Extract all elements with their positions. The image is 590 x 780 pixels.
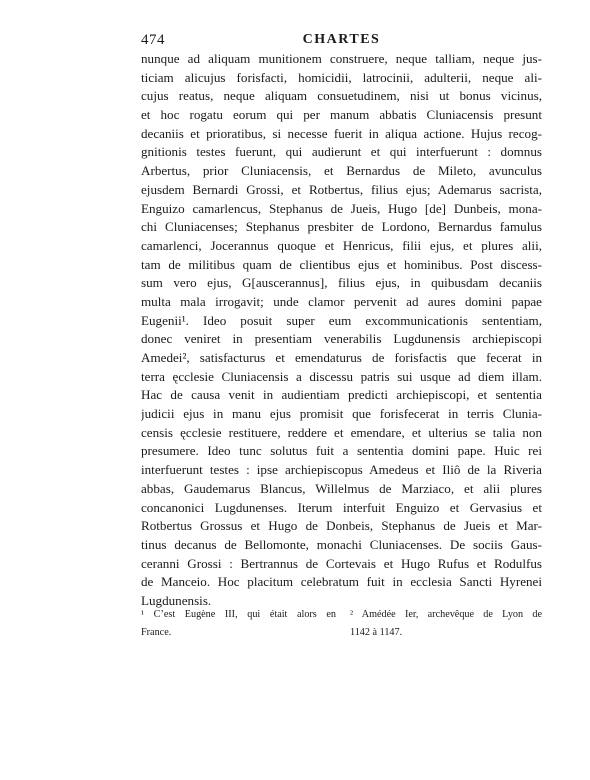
text-line: camarlenci, Jocerannus quoque et Henricus, filii ejus, et plures alii,: [141, 237, 542, 253]
text-line: Amedei², satisfacturus et emendaturus de forisfactis que fecerat in: [141, 350, 542, 365]
text-line: ejusdem Bernardi Grossi, et Rotbertus, filius ejus; Ademarus sacrista,: [141, 181, 542, 197]
text-line: donec veniret in presentiam venerabilis Lugdunensis archiepiscopi: [141, 331, 542, 347]
text-line: presumere. Ideo tunc solutus fuit a sententia domini pape. Huic rei: [141, 443, 542, 459]
text-line: chi Cluniacenses; Stephanus presbiter de Lordono, Bernardus famulus: [141, 219, 542, 235]
charter-text: [141, 50, 542, 611]
text-line: Lugdunensis.: [141, 592, 212, 608]
text-line: Eugenii¹. Ideo posuit super eum excommunicationis sententiam,: [141, 312, 542, 328]
text-line: Enguizo camarlencus, Stephanus de Jueis, Hugo [de] Dunbeis, mona-: [141, 200, 542, 216]
text-line: terra ęcclesie Cluniacensis a discessu patris sui usque ad diem illam.: [141, 368, 542, 384]
text-line: judicii ejus in manu ejus promisit que forisfecerat in terris Clunia-: [141, 406, 542, 422]
text-line: decaniis et prioratibus, si necesse fuerit in aliqua actione. Hujus recog-: [141, 125, 542, 141]
page-number: 474: [141, 32, 165, 48]
text-line: tinus decanus de Bellomonte, monachi Cluniacenses. De sociis Gaus-: [141, 536, 542, 552]
text-line: Rotbertus Grossus et Hugo de Donbeis, Stephanus de Jueis et Mar-: [141, 518, 542, 534]
text-line: sum vero ejus, G[auscerannus], filius ejus, in quibusdam decaniis: [141, 275, 542, 291]
running-head: CHARTES: [302, 32, 381, 47]
text-line: censis ęcclesie restituere, reddere et emendare, et ulterius se talia non: [141, 424, 542, 440]
text-line: Hac de causa venit in audientiam predicti archiepiscopi, et sententia: [141, 387, 542, 403]
text-line: et hoc rogatu eorum qui per manum abbatis Cluniacensis presunt: [141, 107, 542, 123]
footnote-line: ² Amédée Ier, archevêque de Lyon de: [350, 609, 542, 620]
text-line: ticiam alicujus forisfacti, homicidii, latrocinii, adulterii, neque ali-: [141, 69, 542, 85]
text-line: nunque ad aliquam munitionem construere, neque talliam, neque jus-: [141, 51, 542, 66]
text-line: ceranni Grossi : Bertrannus de Cortevais et Hugo Rufus et Rodulfus: [141, 555, 542, 571]
footnote-1: [141, 606, 336, 642]
text-line: cujus reatus, neque aliquam consuetudinem, nisi ut bonus vicinus,: [141, 88, 542, 104]
footnote-line: 1142 à 1147.: [350, 627, 403, 638]
text-line: interfuerunt testes : ipse archiepiscopus Amedeus et Iliô de la Riveria: [141, 462, 542, 478]
footnote-2: [350, 606, 542, 642]
page-header: [141, 32, 542, 52]
text-line: Arbertus, prior Cluniacensis, et Bernardus de Mileto, avunculus: [141, 163, 542, 179]
text-line: tam de militibus quam de clientibus ejus et hominibus. Post discess-: [141, 256, 542, 272]
text-line: gnitionis testes fuerunt, qui audierunt et qui interfuerunt : domnus: [141, 144, 542, 160]
text-line: multa mala irrogavit; unde clamor pervenit ad aures domini papae: [141, 293, 542, 309]
text-line: abbas, Gaudemarus Blancus, Willelmus de Marziaco, et alii plures: [141, 480, 542, 496]
footnote-line: ¹ C’est Eugène III, qui était alors en: [141, 609, 336, 620]
text-line: de Manceio. Hoc placitum celebratum fuit in ecclesia Sancti Hyrenei: [141, 574, 542, 590]
footnote-line: France.: [141, 627, 172, 638]
text-line: concanonici Lugdunenses. Iterum interfuit Enguizo et Gervasius et: [141, 499, 542, 515]
